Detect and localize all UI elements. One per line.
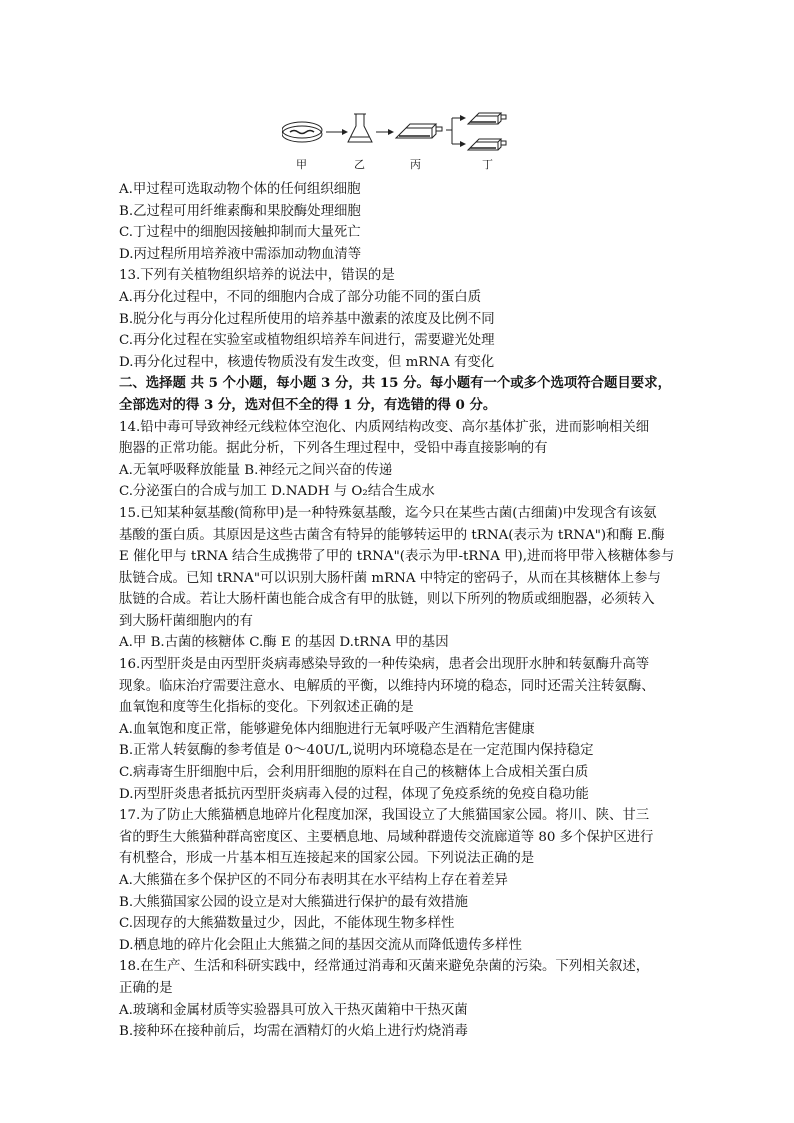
text-line: A.甲过程可选取动物个体的任何组织细胞 bbox=[119, 182, 361, 197]
text-line: 基酸的蛋白质。其原因是这些古菌含有特异的能够转运甲的 tRNA(表示为 tRNA")和酶 E.酶 bbox=[119, 527, 665, 543]
text-line: A.无氧呼吸释放能量 B.神经元之间兴奋的传递 bbox=[119, 462, 393, 478]
text-line: B.接种环在接种前后，均需在酒精灯的火焰上进行灼烧消毒 bbox=[119, 1024, 468, 1040]
text-line: A.血氧饱和度正常，能够避免体内细胞进行无氧呼吸产生酒精危害健康 bbox=[119, 721, 535, 737]
text-line: C.分泌蛋白的合成与加工 D.NADH 与 O₂结合生成水 bbox=[119, 484, 435, 500]
text-line: B.脱分化与再分化过程所使用的培养基中激素的浓度及比例不同 bbox=[119, 311, 495, 327]
text-line: 二、选择题 共 5 个小题，每小题 3 分，共 15 分。每小题有一个或多个选项符合题目要求， bbox=[119, 375, 671, 392]
text-line: 17.为了防止大熊猫栖息地碎片化程度加深，我国设立了大熊猫国家公园。将川、陕、甘三 bbox=[119, 808, 650, 824]
text-line: 15.已知某种氨基酸(简称甲)是一种特殊氨基酸，迄今只在某些古菌(古细菌)中发现含有该氨 bbox=[119, 505, 657, 521]
text-line: B.大熊猫国家公园的设立是对大熊猫进行保护的最有效措施 bbox=[119, 894, 468, 910]
text-line: B.乙过程可用纤维素酶和果胶酶处理细胞 bbox=[119, 203, 361, 219]
text-line: C.丁过程中的细胞因接触抑制而大量死亡 bbox=[119, 225, 361, 241]
question-text bbox=[119, 179, 679, 1043]
text-line: 13.下列有关植物组织培养的说法中，错误的是 bbox=[119, 268, 395, 284]
text-line: 现象。临床治疗需要注意水、电解质的平衡，以维持内环境的稳态，同时还需关注转氨酶、 bbox=[119, 678, 655, 694]
text-line: A.甲 B.古菌的核糖体 C.酶 E 的基因 D.tRNA 甲的基因 bbox=[119, 635, 449, 651]
figure-label-bing: 丙 bbox=[410, 158, 421, 171]
text-line: D.丙过程所用培养液中需添加动物血清等 bbox=[119, 246, 362, 262]
cell-culture-figure bbox=[282, 108, 512, 172]
text-line: B.正常人转氨酶的参考值是 0～40U/L,说明内环境稳态是在一定范围内保持稳定 bbox=[119, 743, 594, 759]
text-line: 全部选对的得 3 分，选对但不全的得 1 分，有选错的得 0 分。 bbox=[119, 396, 497, 413]
text-line: 到大肠杆菌细胞内的有 bbox=[119, 613, 253, 629]
text-line: 正确的是 bbox=[119, 980, 173, 996]
text-line: C.再分化过程在实验室或植物组织培养车间进行，需要避光处理 bbox=[119, 333, 495, 349]
text-line: C.病毒寄生肝细胞中后，会利用肝细胞的原料在自己的核糖体上合成相关蛋白质 bbox=[119, 765, 589, 781]
text-line: D.丙型肝炎患者抵抗丙型肝炎病毒入侵的过程，体现了免疫系统的免疫自稳功能 bbox=[119, 786, 589, 802]
text-line: 肽链的合成。若让大肠杆菌也能合成含有甲的肽链，则以下所列的物质或细胞器，必须转入 bbox=[119, 592, 655, 608]
figure-label-jia: 甲 bbox=[296, 158, 307, 171]
text-line: 16.丙型肝炎是由丙型肝炎病毒感染导致的一种传染病，患者会出现肝水肿和转氨酶升高等 bbox=[119, 657, 650, 673]
text-line: D.再分化过程中，核遗传物质没有发生改变，但 mRNA 有变化 bbox=[119, 354, 495, 370]
text-line: E 催化甲与 tRNA 结合生成携带了甲的 tRNA"(表示为甲-tRNA 甲),进而将甲带入核糖体参与 bbox=[119, 549, 675, 565]
text-line: A.玻璃和金属材质等实验器具可放入干热灭菌箱中干热灭菌 bbox=[119, 1002, 468, 1018]
text-line: 省的野生大熊猫种群高密度区、主要栖息地、局域种群遗传交流廊道等 80 多个保护区进行 bbox=[119, 829, 654, 845]
figure-label-ding: 丁 bbox=[482, 158, 493, 171]
text-line: 胞器的正常功能。据此分析，下列各生理过程中，受铅中毒直接影响的有 bbox=[119, 441, 548, 457]
exam-page bbox=[119, 108, 679, 1043]
text-line: D.栖息地的碎片化会阻止大熊猫之间的基因交流从而降低遗传多样性 bbox=[119, 937, 522, 953]
text-line: A.再分化过程中，不同的细胞内合成了部分功能不同的蛋白质 bbox=[119, 289, 482, 305]
text-line: 14.铅中毒可导致神经元线粒体空泡化、内质网结构改变、高尔基体扩张，进而影响相关细 bbox=[119, 419, 650, 435]
culture-process-diagram bbox=[282, 108, 512, 158]
text-line: 肽链合成。已知 tRNA"可以识别大肠杆菌 mRNA 中特定的密码子，从而在其核糖体上参与 bbox=[119, 570, 661, 586]
text-line: 18.在生产、生活和科研实践中，经常通过消毒和灭菌来避免杂菌的污染。下列相关叙述， bbox=[119, 959, 650, 975]
text-line: C.因现存的大熊猫数量过少，因此，不能体现生物多样性 bbox=[119, 916, 455, 932]
text-line: A.大熊猫在多个保护区的不同分布表明其在水平结构上存在着差异 bbox=[119, 873, 508, 888]
text-line: 血氧饱和度等生化指标的变化。下列叙述正确的是 bbox=[119, 700, 414, 716]
text-line: 有机整合，形成一片基本相互连接起来的国家公园。下列说法正确的是 bbox=[119, 851, 535, 867]
figure-label-yi: 乙 bbox=[354, 158, 365, 171]
